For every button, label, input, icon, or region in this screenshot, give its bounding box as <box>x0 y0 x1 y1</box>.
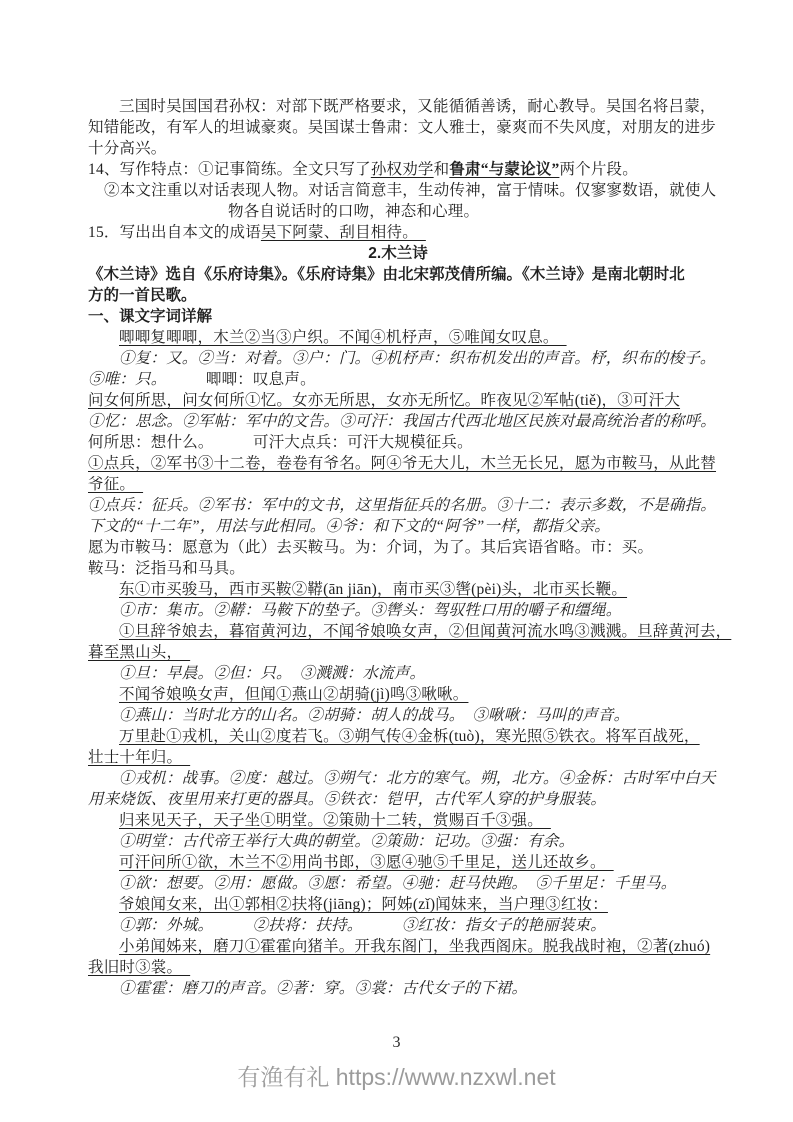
text-segment: 爷征。 <box>88 476 144 493</box>
text-segment: 何所思：想什么。 <box>88 434 206 451</box>
text-line <box>88 516 708 537</box>
text-line <box>88 789 708 810</box>
text-line <box>88 768 716 789</box>
text-segment: ③红妆：指女子的艳丽装束。 <box>401 917 606 934</box>
text-line <box>88 978 708 999</box>
text-segment: ⑤千里足：千里马。 <box>535 875 677 892</box>
text-segment: 壮士十年归。 <box>88 749 191 766</box>
text-line <box>88 159 708 180</box>
text-segment: ⑤唯：只。 <box>88 371 159 388</box>
text-line <box>88 852 708 873</box>
text-segment: ①忆：思念。②军帖：军中的文告。③可汗：我国古代西北地区民族对最高统治者的称呼。 <box>88 413 717 430</box>
text-line <box>88 453 717 474</box>
text-segment: 2.木兰诗 <box>368 245 428 262</box>
text-line <box>88 474 708 495</box>
text-line <box>88 810 708 831</box>
text-line <box>88 663 708 684</box>
text-segment: 不闻爷娘唤女声，但闻①燕山②胡骑(jì)鸣③啾啾。 <box>119 686 469 703</box>
text-line <box>88 873 708 894</box>
text-segment: 知错能改，有军人的坦诚豪爽。吴国谋士鲁肃：文人雅士，豪爽而不失风度，对朋友的进步 <box>88 119 717 136</box>
text-line <box>88 621 732 642</box>
text-segment: ①旦：早晨。②但：只。 <box>119 665 284 682</box>
text-segment: 下文的“十二年”，用法与此相同。④爷：和下文的“阿爷”一样，都指父亲。 <box>88 518 610 535</box>
text-line <box>88 537 708 558</box>
text-segment: 三国时吴国国君孙权：对部下既严格要求，又能循循善诱，耐心教导。吴国名将吕蒙， <box>119 98 716 115</box>
text-segment: 吴下阿蒙、刮目相待。 <box>260 224 426 241</box>
footer-watermark: 有渔有礼 https://www.nzxwl.net <box>237 1064 556 1090</box>
text-segment <box>284 665 300 682</box>
text-segment: 唧唧复唧唧，木兰②当③户织。不闻④机杼声，⑤唯闻女叹息。 <box>119 329 567 346</box>
text-segment <box>457 707 473 724</box>
text-segment: 用来烧饭、夜里用来打更的器具。⑤铁衣：铠甲，古代军人穿的护身服装。 <box>88 791 607 808</box>
text-segment: 爷娘闻女来，出①郭相②扶将(jiāng)；阿姊(zǐ)闻妹来，当户理③红妆： <box>119 896 608 913</box>
text-segment: ①郭：外城。 <box>119 917 206 934</box>
text-segment: ①点兵：征兵。②军书：军中的文书，这里指征兵的名册。③十二：表示多数，不是确指。 <box>88 497 717 514</box>
text-segment <box>355 917 402 934</box>
text-segment: ①点兵，②军书③十二卷，卷卷有爷名。阿④爷无大儿，木兰无长兄，愿为市鞍马，从此替 <box>88 455 717 472</box>
text-segment: ①欲：想要。②用：愿做。③愿：希望。④驰：赶马快跑。 <box>119 875 520 892</box>
text-segment: ①明堂：古代帝王举行大典的朝堂。②策勋：记功。③强：有余。 <box>119 833 575 850</box>
text-line <box>88 432 708 453</box>
text-line <box>88 390 708 411</box>
text-segment: 方的一首民歌。 <box>88 287 197 304</box>
text-segment: 可汗问所①欲，木兰不②用尚书郎，③愿④驰⑤千里足，送儿还故乡。 <box>119 854 614 871</box>
text-segment: 归来见天子，天子坐①明堂。②策勋十二转，赏赐百千③强。 <box>119 812 551 829</box>
text-line <box>88 264 708 285</box>
text-line <box>88 684 708 705</box>
text-segment: 万里赴①戎机，关山②度若飞。③朔气传④金柝(tuò)，寒光照⑤铁衣。将军百战死， <box>119 728 700 745</box>
text-segment: ①旦辞爷娘去，暮宿黄河边，不闻爷娘唤女声，②但闻黄河流水鸣③溅溅。旦辞黄河去， <box>119 623 732 640</box>
text-segment: 东①市买骏马，西市买鞍②鞯(ān jiān)，南市买③辔(pèi)头，北市买长鞭。 <box>119 581 628 598</box>
text-line <box>88 285 708 306</box>
text-line <box>88 495 717 516</box>
text-segment: 可汗大点兵：可汗大规模征兵。 <box>252 434 473 451</box>
text-segment: 《木兰诗》选自《乐府诗集》。《乐府诗集》由北宋郭茂倩所编。《木兰诗》是南北朝时北 <box>88 266 685 283</box>
text-segment: ①复：又。②当：对着。③户：门。④机杼声：织布机发出的声音。杼，织布的梭子。 <box>119 350 716 367</box>
text-line <box>88 600 708 621</box>
text-line <box>88 726 708 747</box>
text-line <box>88 705 708 726</box>
text-line <box>88 201 708 222</box>
document-lines <box>88 96 732 999</box>
text-line <box>88 957 708 978</box>
text-segment: ①燕山：当时北方的山名。②胡骑：胡人的战马。 <box>119 707 457 724</box>
text-segment: 暮至黑山头， <box>88 644 191 661</box>
text-segment <box>206 434 253 451</box>
text-line <box>88 222 708 243</box>
text-segment: 一、课文字词详解 <box>88 308 213 325</box>
text-line <box>88 642 708 663</box>
text-line <box>88 894 708 915</box>
text-segment: ③啾啾：马叫的声音。 <box>472 707 630 724</box>
text-segment: 小弟闻姊来，磨刀①霍霍向猪羊。开我东阁门，坐我西阁床。脱我战时袍，②著(zhuó) <box>119 938 711 955</box>
text-line <box>88 327 708 348</box>
text-segment: 两个片段。 <box>559 161 638 178</box>
text-line <box>88 306 708 327</box>
text-segment: 愿为市鞍马：愿意为（此）去买鞍马。为：介词，为了。其后宾语省略。市：买。 <box>88 539 654 556</box>
text-segment: ②本文注重以对话表现人物。对话言简意丰，生动传神，富于情味。仅寥寥数语，就使人 <box>104 182 717 199</box>
text-line <box>88 243 708 264</box>
text-segment: ①市：集市。②鞯：马鞍下的垫子。③辔头：驾驭牲口用的嚼子和缰绳。 <box>119 602 622 619</box>
text-line <box>88 96 716 117</box>
text-line <box>88 138 708 159</box>
text-line <box>88 180 717 201</box>
text-line <box>88 348 716 369</box>
text-segment: 我旧时③裳。 <box>88 959 191 976</box>
text-line <box>88 558 708 579</box>
text-segment <box>159 371 206 388</box>
page-number: 3 <box>392 1034 401 1051</box>
text-line <box>88 831 708 852</box>
text-segment: 和 <box>433 161 450 178</box>
text-line <box>88 747 708 768</box>
text-line <box>88 117 717 138</box>
text-line <box>88 915 708 936</box>
text-segment: 问女何所思，问女何所①忆。女亦无所思，女亦无所忆。昨夜见②军帖(tiě)，③可汗大 <box>88 392 681 409</box>
text-segment: 鲁肃“与蒙论议” <box>449 161 560 178</box>
text-segment: 物各自说话时的口吻，神态和心理。 <box>228 203 480 220</box>
text-segment: ②扶将：扶持。 <box>252 917 355 934</box>
text-segment: ①霍霍：磨刀的声音。②著：穿。③裳：古代女子的下裙。 <box>119 980 528 997</box>
text-segment <box>205 917 252 934</box>
text-line <box>88 936 711 957</box>
text-line <box>88 411 717 432</box>
text-segment: 唧唧：叹息声。 <box>205 371 316 388</box>
text-segment: 十分高兴。 <box>88 140 167 157</box>
text-segment: 14、写作特点：①记事简练。全文只写了 <box>88 161 371 178</box>
text-segment: ③溅溅：水流声。 <box>299 665 426 682</box>
text-segment: 孙权劝学 <box>370 161 434 178</box>
text-line <box>88 369 708 390</box>
text-segment: 鞍马：泛指马和马具。 <box>88 560 246 577</box>
text-segment: ①戎机：战事。②度：越过。③朔气：北方的寒气。朔，北方。④金柝：古时军中白天 <box>119 770 716 787</box>
text-line <box>88 579 708 600</box>
text-segment <box>519 875 535 892</box>
text-segment: 15．写出出自本文的成语 <box>88 224 261 241</box>
